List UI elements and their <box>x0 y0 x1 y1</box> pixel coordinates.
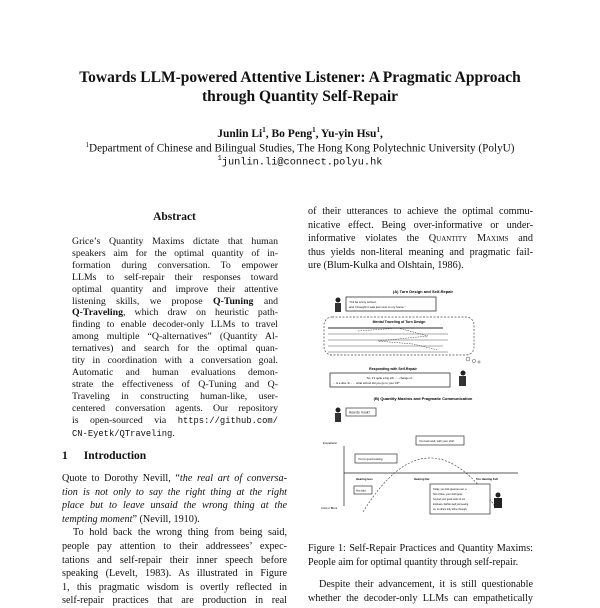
text-line: Grice’s Quantity Maxims dictate that human <box>72 236 278 247</box>
text-line: Figure 1: Self-Repair Practices and Quantity Maxims: <box>308 543 533 554</box>
paper-title <box>0 68 600 106</box>
author <box>217 128 266 140</box>
text-line: nicative effect. Being over-informative or under- <box>308 219 533 231</box>
author-sup: 1 <box>376 126 380 134</box>
author-name: Bo Peng <box>271 127 313 140</box>
speech-text: “It’d be a tiny school, <box>349 300 377 304</box>
section-title: Introduction <box>83 450 147 462</box>
text-line: finding to enable decoder-only LLMs to travel <box>72 319 278 331</box>
text-line: People aim for optimal quantity through self-repair. <box>308 556 519 568</box>
text-line: formation during conversation. To empower <box>72 259 278 271</box>
text-line: among multiple “Q-alternatives” (Quantity Al- <box>72 331 278 343</box>
mental-title: Mental Traveling of Turn Design <box>372 320 426 324</box>
text-line: tity in coordination with a conversation goal. <box>72 355 278 367</box>
bubble-text: Not bad. <box>356 488 367 493</box>
affil-text: Department of Chinese and Bilingual Studies, The Hong Kong Polytechnic University (PolyU) <box>89 142 515 155</box>
text-line: Quote to Dorothy Nevill, “the real art of conversa- <box>62 473 287 484</box>
axis-label: Cold or Blunt <box>321 506 338 510</box>
long-bubble-text: kindness, fashion and just seeing <box>433 503 469 506</box>
text-line: centered conversation agents. Our repository <box>72 402 278 414</box>
text-line: of their utterances to achieve the optimal commu- <box>308 206 533 217</box>
respond-title: Responding with Self-Repair <box>369 367 417 371</box>
email-text: junlin.li@connect.polyu.hk <box>221 156 383 169</box>
text-line: informative violates the Quantity Maxims and <box>308 233 533 245</box>
right-paragraph-2 <box>308 578 533 605</box>
text-line: Traveling in constructing human-like, user- <box>72 390 278 402</box>
travel-path <box>358 328 438 350</box>
text-line: thus yields non-literal meaning and pragmatic fail- <box>308 246 533 258</box>
text-line: place but to leave unsaid the wrong thing at the <box>62 500 287 512</box>
text-line: Automatic and human evaluations demon- <box>72 366 278 378</box>
panel-b-title: (B) Quantity Maxims and Pragmatic Communication <box>373 396 473 401</box>
author-name: Yu-yin Hsu <box>320 127 377 140</box>
response-text: “So, it’s quite a big sch...... change of... <box>366 376 415 380</box>
text-line: strate the effectiveness of Q-Tuning and Q- <box>72 378 278 390</box>
question-text: How do I look? <box>349 410 371 415</box>
bubble-text: You’re good looking. <box>358 457 384 461</box>
title-line-2: through Quantity Self-Repair <box>201 88 399 105</box>
text-line: LLMs to self-repair their responses toward <box>72 271 278 283</box>
figure-1 <box>318 286 528 536</box>
person-icon <box>335 408 341 423</box>
author-sup: 1 <box>312 126 316 134</box>
long-bubble-text: beyond your good looks of our <box>433 498 466 501</box>
text-line: self-repair practices that are production in real <box>62 595 287 607</box>
author-name: Junlin Li <box>217 127 263 140</box>
axis-label: Hearing fair <box>414 477 430 481</box>
text-line: tempting moment” (Nevill, 1910). <box>62 513 200 525</box>
axis-label: Hearing less <box>356 477 373 481</box>
text-line: To hold back the wrong thing from being said, <box>73 527 287 539</box>
right-paragraph <box>308 205 533 273</box>
text-line: is open-sourced via https://github.com/ <box>72 414 278 426</box>
author-email <box>0 155 600 168</box>
speech-text: and I thought it was just next to my home.” <box>349 305 406 309</box>
text-line: tations and self-repair their inner speech before <box>62 554 287 566</box>
response-text: ... & a diss..th... ... what school did you go to your OP” <box>333 381 400 385</box>
person-icon <box>335 298 341 313</box>
text-line: people pay attention to their addressees’ expec- <box>62 540 287 552</box>
text-line: CN-Eyetk/QTraveling. <box>72 427 175 439</box>
text-line: 1, this pragmatic wisdom is overtly reflected in <box>62 581 287 593</box>
text-line: ure (Blum-Kulka and Olshtain, 1986). <box>308 260 464 272</box>
text-line: optimal quantity and improve their attentive <box>72 283 278 295</box>
affiliation <box>0 141 600 155</box>
long-bubble-text: us, to others truly shine through. <box>433 508 468 511</box>
section-number: 1 <box>62 450 68 462</box>
axis-label: Empathetic <box>323 441 337 445</box>
intro-body <box>62 472 287 608</box>
abstract-body <box>72 236 278 440</box>
text-line: tion is not only to say the right thing at the right <box>62 486 287 498</box>
affil-sup: 1 <box>85 141 89 149</box>
text-line: whether the decoder-only LLMs can empathetically <box>308 592 533 604</box>
author-sup: 1 <box>262 126 266 134</box>
text-line: listening skills, we propose Q-Tuning and <box>72 295 278 307</box>
text-line: ternatives) and search for the optimal quan- <box>72 343 278 355</box>
email-sup: 1 <box>217 155 222 163</box>
text-line: Despite their advancement, it is still questionable <box>319 579 533 590</box>
intro-heading <box>62 450 162 462</box>
author <box>321 128 380 140</box>
long-bubble-text: Today, you look great as ever, a <box>433 488 467 491</box>
figure-caption <box>308 542 533 569</box>
text-line: Q-Traveling, which draw on heuristic path- <box>72 307 278 319</box>
thought-dots <box>466 357 480 363</box>
text-line: speaking (Levelt, 1983). As illustrated in Figure <box>62 568 287 580</box>
author-list: Junlin Li$^1$, Bo Peng$^1$, Yu-yin Hsu$^1$, <box>217 126 383 140</box>
panel-a-title: (A) Turn Design and Self-Repair <box>392 289 454 294</box>
bubble-text: You look well, with your shirt. <box>419 439 455 443</box>
abstract-heading: Abstract <box>153 211 196 223</box>
text-line: speakers aim for the optimal quantity of in- <box>72 247 278 259</box>
axis-label: Too Hearing Full <box>476 477 498 481</box>
author <box>272 128 316 140</box>
listener-icon <box>459 371 466 387</box>
person-icon <box>494 493 502 509</box>
title-line-1: Towards LLM-powered Attentive Listener: A Pragmatic Approach <box>79 69 521 86</box>
long-bubble-text: hint of blue, your outfit goes <box>433 493 463 496</box>
